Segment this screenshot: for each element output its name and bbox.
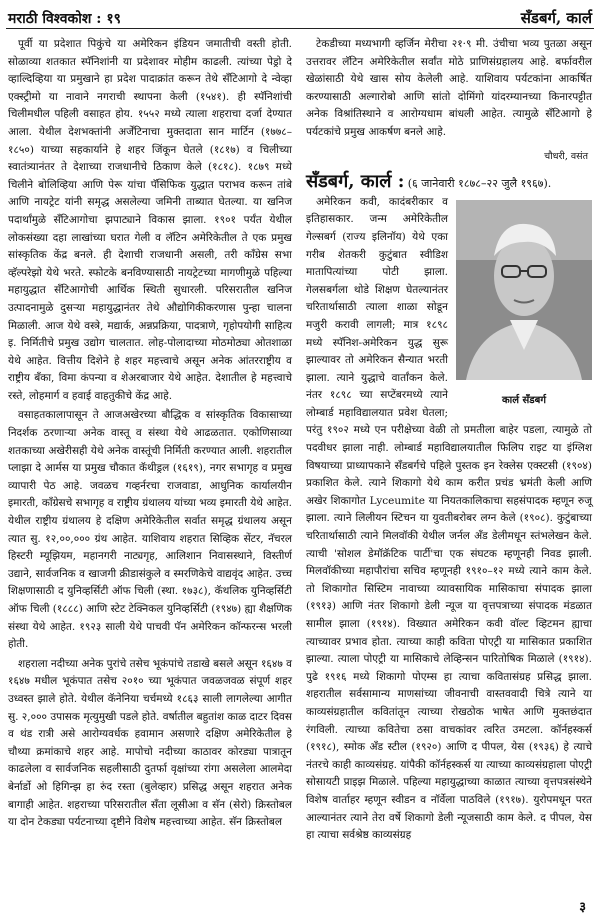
portrait-figure	[456, 200, 592, 410]
paragraph: वसाहतकालापासून ते आजअखेरच्या बौद्धिक व सांस्कृतिक विकासाच्या निदर्शक ठरणाऱ्या अनेक वास्तू व संस्था येथे आढळतात. एकोणिसाव्या शतकाच्या अखेरीसही येथे अनेक वास्तूंची निर्मिती करण्यात आली. शहरातील प्लाझा दे आर्मस या प्रमुख चौकात कॅथीड्रल (१६१९), नगर सभागृह व प्रमुख व्यापारी पेठ आहे. जवळच गव्हर्नरचा राजवाडा, आधुनिक कार्यालयीन इमारती, काँग्रेसचे सभागृह व राष्ट्रीय ग्रंथालय यांच्या भव्य इमारती येथे आहेत. येथील राष्ट्रीय ग्रंथालय हे दक्षिण अमेरिकेतील सर्वात समृद्ध ग्रंथालय असून त्यात सु. १२,००,००० ग्रंथ आहेत. याशिवाय शहरात सिव्हिक सेंटर, नॅचरल हिस्टरी म्यूझियम, महानगरी नाट्यगृह, आलिशान निवासस्थाने, विस्तीर्ण उद्याने, सार्वजनिक व खाजगी क्रीडासंकुले व स्मरणिकेचे वाद्यवृंद आहेत. उच्च शिक्षणासाठी द युनिव्हर्सिटी ऑफ चिली (स्था. १७३८), कॅथलिक युनिव्हर्सिटी ऑफ चिली (१८८८) आणि स्टेट टेक्निकल युनिव्हर्सिटी (१९४७) ह्या शैक्षणिक संस्था येथे आहेत. १९२३ साली येथे पाचवी पॅन अमेरिकन कॉन्फरन्स भरली होती.	[8, 409, 292, 651]
paragraph: टेकडीच्या मध्यभागी व्हर्जिन मेरीचा २१·९ मी. उंचीचा भव्य पुतळा असून उत्तरावर लॅटिन अमेरिकेतील सर्वांत मोठे प्राणिसंग्रहालय आहे. बर्फावरील खेळांसाठी येथे खास सोय केलेली आहे. याशिवाय पर्यटकांना आकर्षित करण्यासाठी अल्गारोबो आणि सांतो दोमिंगो यांदरम्यानच्या किनारपट्टीत अनेक विश्रांतिस्थाने व आरोग्यधाम बांधली आहेत. त्यामुळे सँटिआगो हे पर्यटकांचे प्रमुख आकर्षण बनले आहे.	[306, 38, 592, 138]
header-rule	[6, 28, 594, 29]
entry-dates: (६ जानेवारी १८७८–२२ जुलै १९६७).	[407, 177, 552, 191]
paragraph: शहराला नदीच्या अनेक पुरांचे तसेच भूकंपांचे तडाखे बसले असून १६४७ व १६४७ मधील भूकंपात तसेच २०१० च्या भूकंपात जवळजवळ संपूर्ण शहर उध्वस्त झाले होते. येथील कॅनेनिया चर्चमध्ये १८६३ साली लागलेल्या आगीत सु. २,००० उपासक मृत्युमुखी पडले होते. वर्षातील बहुतांश काळ दाटर दिवस व थंड रात्री असे आरोग्यवर्धक हवामान असणारे दक्षिण अमेरिकेतील हे चौथ्या क्रमांकाचे शहर आहे. मापोचो नदीच्या काठावर कोरड्या पात्रातून काढलेला व सार्वजनिक सहलीसाठी दुतर्फा वृक्षांच्या रांगा असलेला आलमेदा बेर्नार्डो ओ हिगिन्झ हा रुंद रस्ता (बुलेव्हार) प्रसिद्ध असून शहरात अनेक बागाही आहेत. शहराच्या परिसरातील सॅंता लूसीआ व सॅन (सेरो) क्रिस्तोबल या दोन टेकड्या पर्यटनाच्या दृष्टीने विशेष महत्त्वाच्या आहेत. सॅन क्रिस्तोबल	[8, 657, 292, 829]
portrait-photo	[456, 200, 592, 380]
page-header	[8, 6, 592, 28]
photo-caption: कार्ल सँडबर्ग	[502, 395, 546, 407]
running-head-entry: सँडबर्ग, कार्ल	[520, 9, 592, 27]
entry-heading	[306, 173, 592, 194]
running-head-volume: मराठी विश्वकोश : १९	[8, 11, 121, 27]
left-column	[8, 36, 292, 834]
page-number: ३	[579, 900, 586, 915]
author-signature: चौधरी, वसंत	[544, 150, 588, 162]
paragraph: अमेरिकन कवी, कादंबरीकार व इतिहासकार. जन्म अमेरिकेतील गेल्सबर्ग (राज्य इलिनॉय) येथे एका गरीब शेतकरी कुटुंबात स्वीडिश मातापित्यांच्या पोटी झाला. गेलसबर्गला थोडे शिक्षण घेतल्यानंतर चरितार्थासाठी त्याला शाळा सोडून मजुरी करावी लागली; मात्र १८९८ मध्ये स्पॅनिश-अमेरिकन युद्ध सुरू झाल्यावर तो अमेरिकन सैन्यात भरती झाला. त्याने युद्धाचे वार्तांकन केले. नंतर १८९८ च्या सप्टेंबरमध्ये त्याने लोम्बार्ड महाविद्यालयात प्रवेश घेतला; परंतु १९०२ मध्ये एन परीक्षेच्या वेळी तो प्रमतीला बाहेर पडला, त्यामुळे तो पदवीधर झाला नाही. लोम्बार्ड महाविद्यालयातील फिलिप राइट या इंग्लिश विषयाच्या प्राध्यापकाने सँडबर्गचे पहिले पुस्तक इन रेक्लेस एक्स्टसी (१९०४) प्रकाशित केले. त्याने शिकागो येथे काम करीत प्रचंड भ्रमंती केली आणि अखेर शिकागोत Lyceumite या नियतकालिकाचा सहसंपादक म्हणून रुजू झाला. त्याने लिलीयन स्टिचन या युवतीबरोबर लग्न केले (१९०८). कुटुंबाच्या चरितार्थासाठी त्याने मिलवॉकी येथील जर्नल अँड डेलीमधून स्तंभलेखन केले. त्याची 'सोशल डेमॉक्रॅटिक पार्टी'चा एक संघटक म्हणूनही निवड झाली. मिलवॉकीच्या महापौरांचा सचिव म्हणूनही १९१०–१२ मध्ये त्याने काम केले. तो शिकागोत सिस्टिम नावाच्या व्यावसायिक मासिकाचा संपादक झाला (१९१३) आणि नंतर शिकागो डेली न्यूज या वृत्तपत्राच्या संपादक मंडळात सामील झाला (१९१४). विख्यात अमेरिकन कवी वॉल्ट व्हिटमन ह्याचा त्याच्यावर प्रभाव होता. त्याच्या काही कविता पोएट्री या मासिकात प्रकाशित झाल्या. त्याला पोएट्री या मासिकाचे लेव्हिन्सन पारितोषिक मिळाले (१९१४). पुढे १९१६ मध्ये शिकागो पोएम्स हा त्याचा कवितासंग्रह प्रसिद्ध झाला. शहरातील सर्वसामान्य माणसांच्या जीवनाची वास्तववादी चित्रे त्याने या काव्यसंग्रहातील कवितांतून त्याच्या रोखठोक भाषेत आणि मुक्तछंदात रंगविली. त्याच्या कवितेचा ठसा वाचकांवर त्वरित उमटला. कॉर्नहस्कर्स (१९१८), स्मोक अँड स्टील (१९२०) आणि द पीपल, येस (१९३६) हे त्याचे नंतरचे काही काव्यसंग्रह. यांपैकी कॉर्नहस्कर्स या त्याच्या काव्यसंग्रहाला पोएट्री सोसायटी प्राइझ मिळाले. पहिल्या महायुद्धाच्या काळात त्याच्या वृत्तपत्रसंस्थेने विशेष वार्ताहर म्हणून स्वीडन व नॉर्वेला पाठविले (१९१७). युरोपमधून परत आल्यानंतर त्याने तेरा वर्षे शिकागो डेली न्यूजसाठी काम केले. द पीपल, येस हा त्याचा सर्वश्रेष्ठ काव्यसंग्रह	[306, 195, 592, 842]
right-column	[306, 36, 592, 847]
entry-title: सँडबर्ग, कार्ल :	[306, 171, 405, 193]
paragraph: पूर्वी या प्रदेशात पिकुंचे या अमेरिकन इंडियन जमातीची वस्ती होती. सोळाव्या शतकात स्पॅनिशांनी या प्रदेशावर मोहीम काढली. त्यांच्या पेड्रो दे व्हाल्दिव्हिया या प्रमुखाने हा प्रदेश पादाक्रांत करून तेथे सँटिआगो दे न्वेव्हा एक्स्ट्रीमो या नावाने नगराची स्थापना केली (१५४१). ही स्पॅनिशांची चिलीमधील पहिली वसाहत होय. १५५२ मध्ये त्याला शहराचा दर्जा देण्यात आला. येथील देशभक्तांनी अर्जेंटिनाचा मुक्तदाता सान मार्टिन (१७७८–१८५०) याच्या सहकार्याने हे शहर जिंकून घेतले (१८१७) व चिलीच्या स्वातंत्र्यानंतर ते देशाच्या राजधानीचे ठिकाण केले (१८१८). १८७९ मध्ये चिलीने बोलिव्हिया आणि पेरू यांचा पॅसिफिक युद्धात पराभव करून तांबे आणि नायट्रेट यांनी समृद्ध असलेल्या जमिनी ताब्यात घेतल्या. या खनिज पदार्थांमुळे सँटिआगोचा झपाट्याने विकास झाला. १९०१ पर्यंत येथील लोकसंख्या दहा लाखांच्या घरात गेली व लॅटिन अमेरिकेतील ते एक प्रमुख सांस्कृतिक केंद्र बनले. ही देशाची राजधानी असली, तरी काँग्रेस सभा व्हॅल्परेझो येथे भरते. स्फोटके बनविण्यासाठी नायट्रेटच्या मागणीमुळे पहिल्या महायुद्धात सँटिआगोची आर्थिक स्थिती सुधारली. परिसरातील खनिज उत्पादनामुळे दुसऱ्या महायुद्धानंतर तेथे औद्योगिकीकरणास पुन्हा चालना मिळाली. आज येथे वस्त्रे, मद्यार्क, अन्नप्रक्रिया, पादत्राणे, गृहोपयोगी साहित्य इ. निर्मितीचे प्रमुख उद्योग चालतात. लोह-पोलादाच्या मोठमोठ्या ओतशाळा येथे आहेत. वित्तीय दिशेने हे शहर महत्त्वाचे असून अनेक आंतरराष्ट्रीय व राष्ट्रीय बँका, विमा कंपन्या व शेअरबाजार येथे आहेत. देशातील हे महत्त्वाचे रस्ते, लोहमार्ग व हवाई वाहतुकीचे केंद्र आहे.	[8, 38, 292, 402]
